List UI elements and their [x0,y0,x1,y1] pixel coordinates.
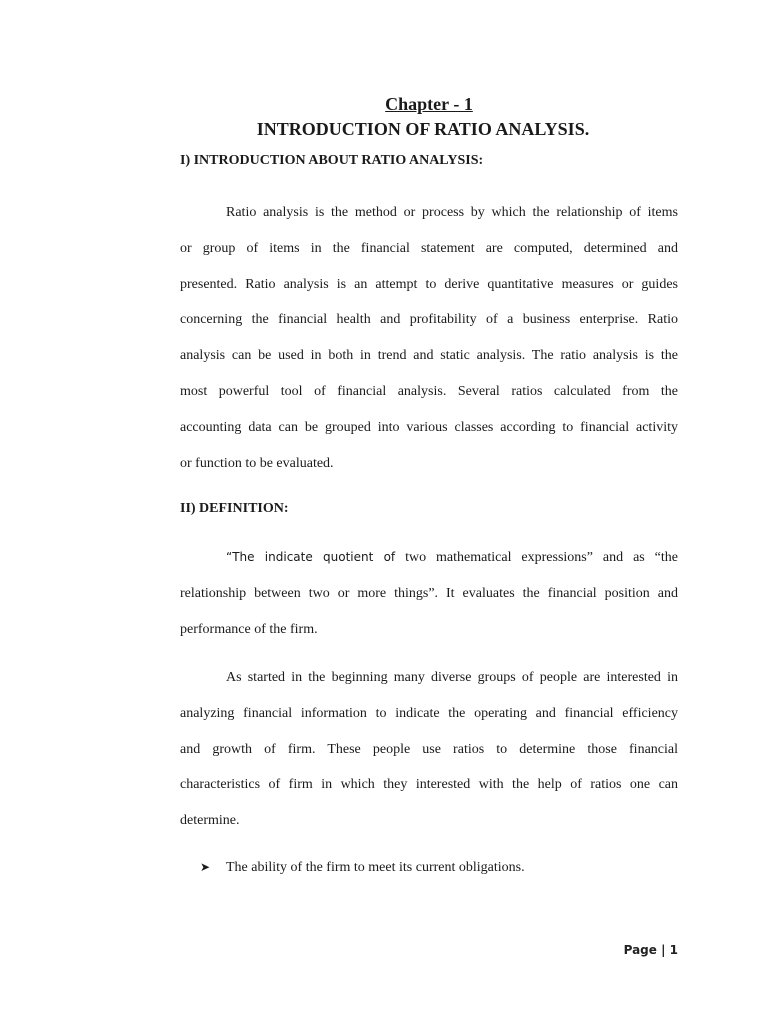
chapter-subtitle: INTRODUCTION OF RATIO ANALYSIS. [256,119,590,139]
section-heading-definition: II) DEFINITION: [180,501,289,516]
intro-line: or function to be evaluated. [180,455,334,471]
definition-quote-rest: two mathematical expressions” and as “the [395,550,678,565]
definition-line [180,540,678,576]
definition-paragraph [180,540,678,647]
definition-quote: “The indicate quotient of [226,550,396,564]
intro-line: Ratio analysis is the method or process by which the relationship of items [226,205,678,220]
interest-line: As started in the beginning many diverse groups of people are interested in [226,670,678,685]
intro-line: analysis can be used in both in trend and static analysis. The ratio analysis is the [180,348,678,364]
page-number: Page | 1 [623,943,678,957]
definition-line: performance of the firm. [180,621,318,637]
definition-line: relationship between two or more things”. It evaluates the financial position and [180,585,678,601]
intro-line: accounting data can be grouped into various classes according to financial activity [180,419,678,435]
intro-line: concerning the financial health and profitability of a business enterprise. Ratio [180,312,678,328]
chapter-title: Chapter - 1 [385,94,473,114]
interest-line: determine. [180,813,240,829]
arrow-bullet-icon: ➤ [200,860,211,874]
intro-line: presented. Ratio analysis is an attempt to derive quantitative measures or guides [180,276,678,292]
interest-paragraph [180,660,678,839]
interest-line: characteristics of firm in which they interested with the help of ratios one can [180,777,678,793]
bullet-item [200,860,525,876]
bullet-text: The ability of the firm to meet its current obligations. [226,860,525,875]
interest-line: analyzing financial information to indicate the operating and financial efficiency [180,705,678,721]
section-heading-introduction: I) INTRODUCTION ABOUT RATIO ANALYSIS: [180,153,484,168]
interest-line: and growth of firm. These people use ratios to determine those financial [180,741,678,757]
intro-paragraph [180,195,678,481]
intro-line: most powerful tool of financial analysis. Several ratios calculated from the [180,383,678,399]
intro-line: or group of items in the financial statement are computed, determined and [180,240,678,256]
